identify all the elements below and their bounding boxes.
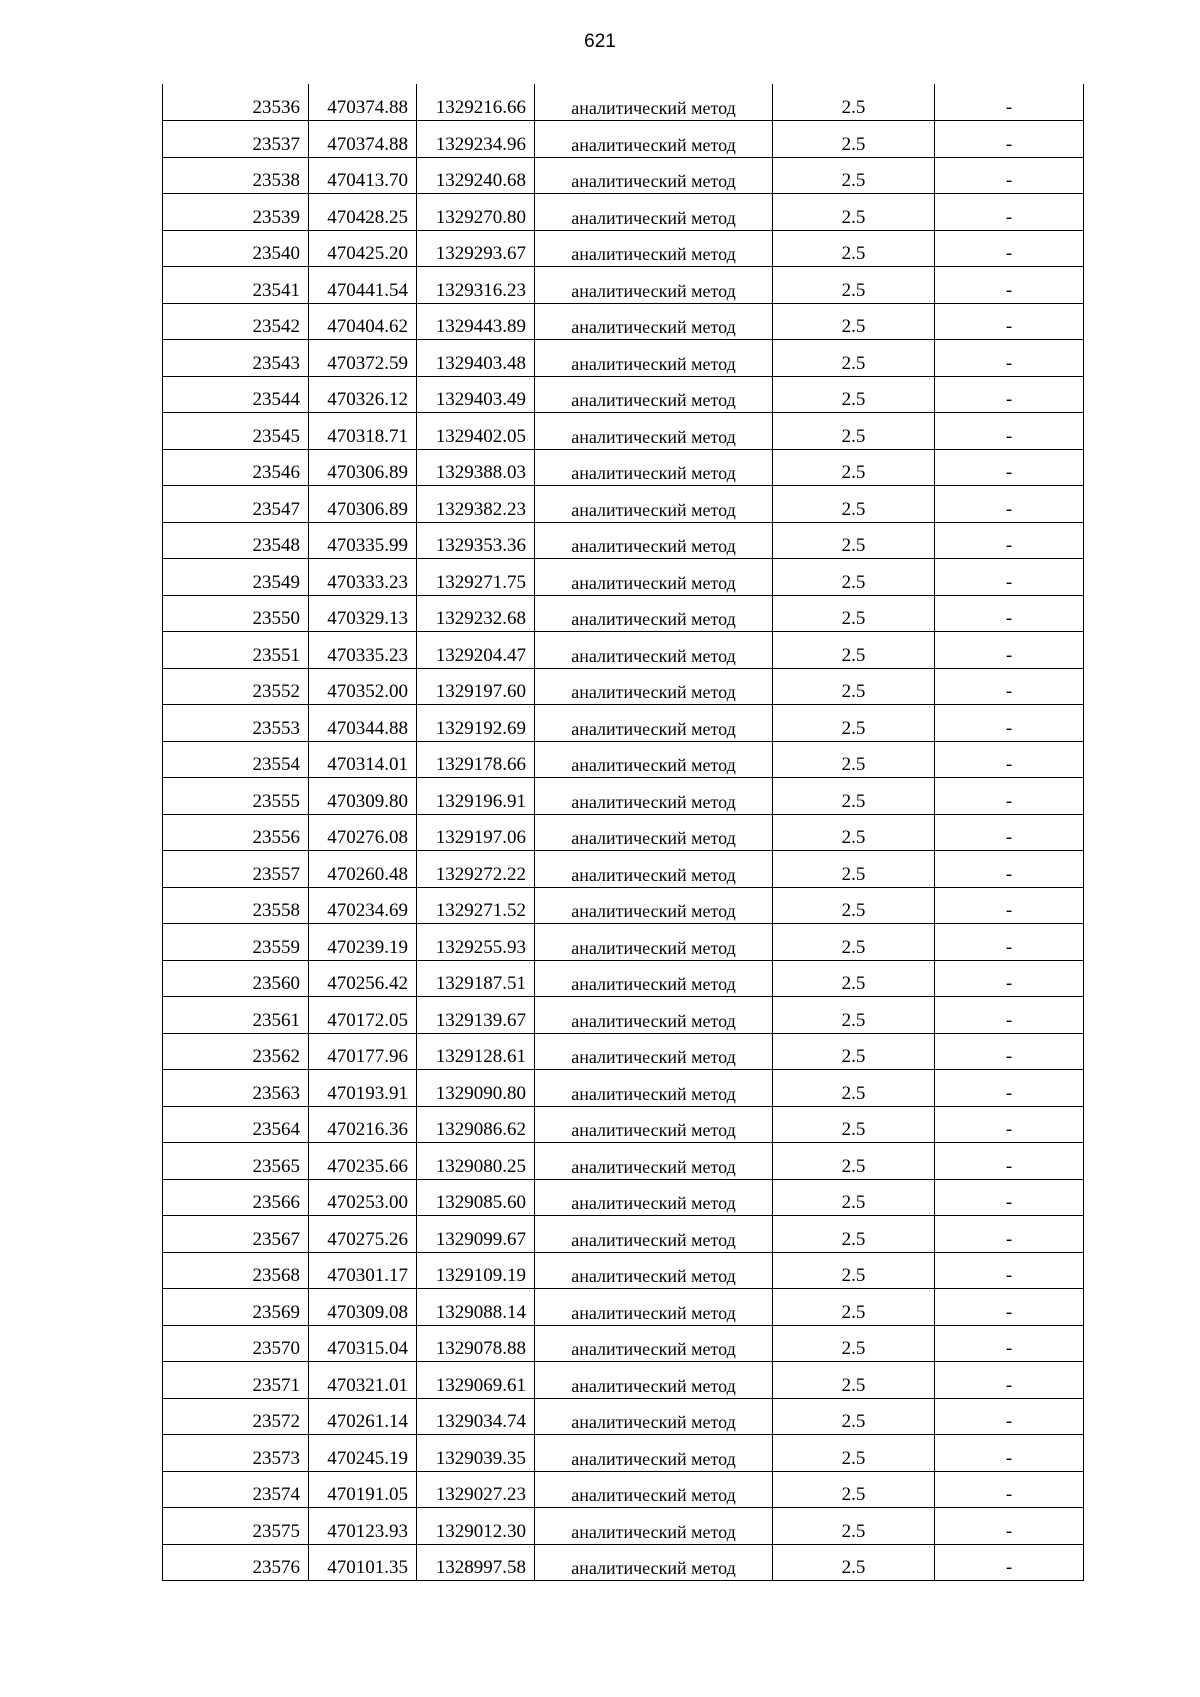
y-coordinate-cell: 1329403.49: [417, 376, 535, 413]
y-coordinate-cell: 1329403.48: [417, 340, 535, 377]
method-cell: аналитический метод: [535, 1289, 773, 1326]
y-coordinate-cell: 1329099.67: [417, 1216, 535, 1253]
accuracy-cell: 2.5: [773, 960, 935, 997]
method-cell: аналитический метод: [535, 121, 773, 158]
table-row: [163, 668, 1084, 705]
point-number-cell: 23561: [163, 997, 309, 1034]
y-coordinate-cell: 1329402.05: [417, 413, 535, 450]
x-coordinate-cell: 470309.80: [309, 778, 417, 815]
accuracy-cell: 2.5: [773, 741, 935, 778]
table-row: [163, 1508, 1084, 1545]
accuracy-cell: 2.5: [773, 1398, 935, 1435]
note-cell: -: [935, 1435, 1084, 1472]
method-cell: аналитический метод: [535, 84, 773, 121]
note-cell: -: [935, 595, 1084, 632]
table-row: [163, 851, 1084, 888]
x-coordinate-cell: 470374.88: [309, 84, 417, 121]
x-coordinate-cell: 470172.05: [309, 997, 417, 1034]
x-coordinate-cell: 470315.04: [309, 1325, 417, 1362]
method-cell: аналитический метод: [535, 1508, 773, 1545]
method-cell: аналитический метод: [535, 997, 773, 1034]
point-number-cell: 23574: [163, 1471, 309, 1508]
accuracy-cell: 2.5: [773, 632, 935, 669]
point-number-cell: 23540: [163, 230, 309, 267]
x-coordinate-cell: 470256.42: [309, 960, 417, 997]
accuracy-cell: 2.5: [773, 449, 935, 486]
table-row: [163, 230, 1084, 267]
table-row: [163, 814, 1084, 851]
method-cell: аналитический метод: [535, 1362, 773, 1399]
x-coordinate-cell: 470335.99: [309, 522, 417, 559]
note-cell: -: [935, 741, 1084, 778]
accuracy-cell: 2.5: [773, 924, 935, 961]
accuracy-cell: 2.5: [773, 1033, 935, 1070]
table-row: [163, 960, 1084, 997]
method-cell: аналитический метод: [535, 705, 773, 742]
note-cell: -: [935, 960, 1084, 997]
y-coordinate-cell: 1329388.03: [417, 449, 535, 486]
note-cell: -: [935, 413, 1084, 450]
x-coordinate-cell: 470404.62: [309, 303, 417, 340]
y-coordinate-cell: 1329196.91: [417, 778, 535, 815]
table-row: [163, 1325, 1084, 1362]
method-cell: аналитический метод: [535, 1544, 773, 1581]
accuracy-cell: 2.5: [773, 887, 935, 924]
method-cell: аналитический метод: [535, 1252, 773, 1289]
table-row: [163, 340, 1084, 377]
point-number-cell: 23537: [163, 121, 309, 158]
point-number-cell: 23554: [163, 741, 309, 778]
note-cell: -: [935, 851, 1084, 888]
coordinates-table-body: [163, 84, 1084, 1581]
table-row: [163, 1033, 1084, 1070]
point-number-cell: 23547: [163, 486, 309, 523]
x-coordinate-cell: 470275.26: [309, 1216, 417, 1253]
y-coordinate-cell: 1329353.36: [417, 522, 535, 559]
note-cell: -: [935, 997, 1084, 1034]
table-row: [163, 924, 1084, 961]
x-coordinate-cell: 470216.36: [309, 1106, 417, 1143]
point-number-cell: 23564: [163, 1106, 309, 1143]
point-number-cell: 23573: [163, 1435, 309, 1472]
accuracy-cell: 2.5: [773, 157, 935, 194]
table-row: [163, 1544, 1084, 1581]
note-cell: -: [935, 1106, 1084, 1143]
method-cell: аналитический метод: [535, 814, 773, 851]
point-number-cell: 23536: [163, 84, 309, 121]
note-cell: -: [935, 1070, 1084, 1107]
y-coordinate-cell: 1329272.22: [417, 851, 535, 888]
table-row: [163, 121, 1084, 158]
table-row: [163, 194, 1084, 231]
x-coordinate-cell: 470413.70: [309, 157, 417, 194]
y-coordinate-cell: 1329187.51: [417, 960, 535, 997]
note-cell: -: [935, 121, 1084, 158]
method-cell: аналитический метод: [535, 230, 773, 267]
x-coordinate-cell: 470177.96: [309, 1033, 417, 1070]
coordinates-table: [162, 84, 1084, 1581]
method-cell: аналитический метод: [535, 1033, 773, 1070]
x-coordinate-cell: 470261.14: [309, 1398, 417, 1435]
point-number-cell: 23550: [163, 595, 309, 632]
note-cell: -: [935, 887, 1084, 924]
table-row: [163, 778, 1084, 815]
method-cell: аналитический метод: [535, 851, 773, 888]
x-coordinate-cell: 470321.01: [309, 1362, 417, 1399]
accuracy-cell: 2.5: [773, 84, 935, 121]
x-coordinate-cell: 470425.20: [309, 230, 417, 267]
note-cell: -: [935, 486, 1084, 523]
point-number-cell: 23538: [163, 157, 309, 194]
note-cell: -: [935, 1508, 1084, 1545]
point-number-cell: 23553: [163, 705, 309, 742]
accuracy-cell: 2.5: [773, 1508, 935, 1545]
x-coordinate-cell: 470193.91: [309, 1070, 417, 1107]
table-row: [163, 1471, 1084, 1508]
method-cell: аналитический метод: [535, 1435, 773, 1472]
x-coordinate-cell: 470301.17: [309, 1252, 417, 1289]
accuracy-cell: 2.5: [773, 1289, 935, 1326]
note-cell: -: [935, 340, 1084, 377]
point-number-cell: 23575: [163, 1508, 309, 1545]
note-cell: -: [935, 778, 1084, 815]
x-coordinate-cell: 470234.69: [309, 887, 417, 924]
note-cell: -: [935, 157, 1084, 194]
y-coordinate-cell: 1329197.06: [417, 814, 535, 851]
y-coordinate-cell: 1329293.67: [417, 230, 535, 267]
note-cell: -: [935, 194, 1084, 231]
table-row: [163, 887, 1084, 924]
note-cell: -: [935, 376, 1084, 413]
note-cell: -: [935, 267, 1084, 304]
x-coordinate-cell: 470239.19: [309, 924, 417, 961]
y-coordinate-cell: 1329197.60: [417, 668, 535, 705]
method-cell: аналитический метод: [535, 887, 773, 924]
method-cell: аналитический метод: [535, 267, 773, 304]
accuracy-cell: 2.5: [773, 814, 935, 851]
table-row: [163, 157, 1084, 194]
note-cell: -: [935, 1362, 1084, 1399]
point-number-cell: 23569: [163, 1289, 309, 1326]
accuracy-cell: 2.5: [773, 522, 935, 559]
method-cell: аналитический метод: [535, 741, 773, 778]
y-coordinate-cell: 1329109.19: [417, 1252, 535, 1289]
accuracy-cell: 2.5: [773, 851, 935, 888]
y-coordinate-cell: 1329069.61: [417, 1362, 535, 1399]
x-coordinate-cell: 470344.88: [309, 705, 417, 742]
accuracy-cell: 2.5: [773, 1362, 935, 1399]
y-coordinate-cell: 1329443.89: [417, 303, 535, 340]
x-coordinate-cell: 470372.59: [309, 340, 417, 377]
note-cell: -: [935, 559, 1084, 596]
point-number-cell: 23555: [163, 778, 309, 815]
method-cell: аналитический метод: [535, 1216, 773, 1253]
x-coordinate-cell: 470235.66: [309, 1143, 417, 1180]
point-number-cell: 23570: [163, 1325, 309, 1362]
accuracy-cell: 2.5: [773, 1143, 935, 1180]
y-coordinate-cell: 1329027.23: [417, 1471, 535, 1508]
table-row: [163, 741, 1084, 778]
y-coordinate-cell: 1329271.75: [417, 559, 535, 596]
note-cell: -: [935, 84, 1084, 121]
accuracy-cell: 2.5: [773, 1325, 935, 1362]
method-cell: аналитический метод: [535, 340, 773, 377]
table-row: [163, 1435, 1084, 1472]
accuracy-cell: 2.5: [773, 1471, 935, 1508]
accuracy-cell: 2.5: [773, 1252, 935, 1289]
point-number-cell: 23568: [163, 1252, 309, 1289]
y-coordinate-cell: 1329039.35: [417, 1435, 535, 1472]
x-coordinate-cell: 470123.93: [309, 1508, 417, 1545]
point-number-cell: 23557: [163, 851, 309, 888]
accuracy-cell: 2.5: [773, 340, 935, 377]
point-number-cell: 23565: [163, 1143, 309, 1180]
method-cell: аналитический метод: [535, 413, 773, 450]
note-cell: -: [935, 1143, 1084, 1180]
point-number-cell: 23571: [163, 1362, 309, 1399]
note-cell: -: [935, 230, 1084, 267]
y-coordinate-cell: 1329178.66: [417, 741, 535, 778]
method-cell: аналитический метод: [535, 194, 773, 231]
y-coordinate-cell: 1329382.23: [417, 486, 535, 523]
accuracy-cell: 2.5: [773, 486, 935, 523]
method-cell: аналитический метод: [535, 632, 773, 669]
y-coordinate-cell: 1329270.80: [417, 194, 535, 231]
y-coordinate-cell: 1329078.88: [417, 1325, 535, 1362]
y-coordinate-cell: 1329128.61: [417, 1033, 535, 1070]
y-coordinate-cell: 1329316.23: [417, 267, 535, 304]
table-row: [163, 522, 1084, 559]
point-number-cell: 23566: [163, 1179, 309, 1216]
note-cell: -: [935, 1325, 1084, 1362]
x-coordinate-cell: 470276.08: [309, 814, 417, 851]
note-cell: -: [935, 924, 1084, 961]
table-row: [163, 1252, 1084, 1289]
accuracy-cell: 2.5: [773, 1216, 935, 1253]
note-cell: -: [935, 632, 1084, 669]
table-row: [163, 997, 1084, 1034]
note-cell: -: [935, 1544, 1084, 1581]
method-cell: аналитический метод: [535, 960, 773, 997]
y-coordinate-cell: 1329271.52: [417, 887, 535, 924]
point-number-cell: 23551: [163, 632, 309, 669]
point-number-cell: 23541: [163, 267, 309, 304]
y-coordinate-cell: 1329086.62: [417, 1106, 535, 1143]
point-number-cell: 23546: [163, 449, 309, 486]
accuracy-cell: 2.5: [773, 705, 935, 742]
note-cell: -: [935, 1398, 1084, 1435]
x-coordinate-cell: 470191.05: [309, 1471, 417, 1508]
method-cell: аналитический метод: [535, 1325, 773, 1362]
method-cell: аналитический метод: [535, 376, 773, 413]
accuracy-cell: 2.5: [773, 413, 935, 450]
table-row: [163, 413, 1084, 450]
note-cell: -: [935, 668, 1084, 705]
x-coordinate-cell: 470329.13: [309, 595, 417, 632]
table-row: [163, 1362, 1084, 1399]
x-coordinate-cell: 470253.00: [309, 1179, 417, 1216]
point-number-cell: 23556: [163, 814, 309, 851]
method-cell: аналитический метод: [535, 1070, 773, 1107]
method-cell: аналитический метод: [535, 1106, 773, 1143]
method-cell: аналитический метод: [535, 1179, 773, 1216]
point-number-cell: 23549: [163, 559, 309, 596]
x-coordinate-cell: 470101.35: [309, 1544, 417, 1581]
method-cell: аналитический метод: [535, 1143, 773, 1180]
method-cell: аналитический метод: [535, 303, 773, 340]
x-coordinate-cell: 470306.89: [309, 486, 417, 523]
method-cell: аналитический метод: [535, 157, 773, 194]
x-coordinate-cell: 470260.48: [309, 851, 417, 888]
y-coordinate-cell: 1329090.80: [417, 1070, 535, 1107]
note-cell: -: [935, 705, 1084, 742]
accuracy-cell: 2.5: [773, 230, 935, 267]
accuracy-cell: 2.5: [773, 1070, 935, 1107]
note-cell: -: [935, 1179, 1084, 1216]
point-number-cell: 23572: [163, 1398, 309, 1435]
x-coordinate-cell: 470318.71: [309, 413, 417, 450]
table-row: [163, 303, 1084, 340]
x-coordinate-cell: 470441.54: [309, 267, 417, 304]
table-row: [163, 1070, 1084, 1107]
point-number-cell: 23542: [163, 303, 309, 340]
point-number-cell: 23548: [163, 522, 309, 559]
point-number-cell: 23543: [163, 340, 309, 377]
page-number: 621: [584, 31, 616, 52]
table-row: [163, 1398, 1084, 1435]
y-coordinate-cell: 1329216.66: [417, 84, 535, 121]
accuracy-cell: 2.5: [773, 668, 935, 705]
x-coordinate-cell: 470245.19: [309, 1435, 417, 1472]
x-coordinate-cell: 470335.23: [309, 632, 417, 669]
method-cell: аналитический метод: [535, 522, 773, 559]
accuracy-cell: 2.5: [773, 559, 935, 596]
x-coordinate-cell: 470352.00: [309, 668, 417, 705]
point-number-cell: 23567: [163, 1216, 309, 1253]
y-coordinate-cell: 1329204.47: [417, 632, 535, 669]
method-cell: аналитический метод: [535, 449, 773, 486]
point-number-cell: 23559: [163, 924, 309, 961]
method-cell: аналитический метод: [535, 924, 773, 961]
point-number-cell: 23552: [163, 668, 309, 705]
point-number-cell: 23563: [163, 1070, 309, 1107]
y-coordinate-cell: 1329255.93: [417, 924, 535, 961]
point-number-cell: 23560: [163, 960, 309, 997]
method-cell: аналитический метод: [535, 778, 773, 815]
note-cell: -: [935, 1471, 1084, 1508]
y-coordinate-cell: 1329034.74: [417, 1398, 535, 1435]
table-row: [163, 486, 1084, 523]
accuracy-cell: 2.5: [773, 1106, 935, 1143]
note-cell: -: [935, 449, 1084, 486]
x-coordinate-cell: 470374.88: [309, 121, 417, 158]
table-row: [163, 1289, 1084, 1326]
note-cell: -: [935, 1289, 1084, 1326]
y-coordinate-cell: 1328997.58: [417, 1544, 535, 1581]
table-row: [163, 1143, 1084, 1180]
y-coordinate-cell: 1329234.96: [417, 121, 535, 158]
point-number-cell: 23544: [163, 376, 309, 413]
x-coordinate-cell: 470314.01: [309, 741, 417, 778]
y-coordinate-cell: 1329139.67: [417, 997, 535, 1034]
note-cell: -: [935, 814, 1084, 851]
x-coordinate-cell: 470306.89: [309, 449, 417, 486]
y-coordinate-cell: 1329088.14: [417, 1289, 535, 1326]
accuracy-cell: 2.5: [773, 121, 935, 158]
accuracy-cell: 2.5: [773, 997, 935, 1034]
method-cell: аналитический метод: [535, 559, 773, 596]
x-coordinate-cell: 470326.12: [309, 376, 417, 413]
table-row: [163, 632, 1084, 669]
table-row: [163, 1106, 1084, 1143]
table-row: [163, 1179, 1084, 1216]
point-number-cell: 23576: [163, 1544, 309, 1581]
table-row: [163, 595, 1084, 632]
table-row: [163, 449, 1084, 486]
note-cell: -: [935, 1216, 1084, 1253]
table-row: [163, 84, 1084, 121]
note-cell: -: [935, 522, 1084, 559]
table-row: [163, 705, 1084, 742]
accuracy-cell: 2.5: [773, 376, 935, 413]
accuracy-cell: 2.5: [773, 778, 935, 815]
table-row: [163, 376, 1084, 413]
method-cell: аналитический метод: [535, 486, 773, 523]
point-number-cell: 23562: [163, 1033, 309, 1070]
x-coordinate-cell: 470333.23: [309, 559, 417, 596]
x-coordinate-cell: 470428.25: [309, 194, 417, 231]
y-coordinate-cell: 1329085.60: [417, 1179, 535, 1216]
accuracy-cell: 2.5: [773, 1544, 935, 1581]
y-coordinate-cell: 1329080.25: [417, 1143, 535, 1180]
y-coordinate-cell: 1329012.30: [417, 1508, 535, 1545]
accuracy-cell: 2.5: [773, 595, 935, 632]
accuracy-cell: 2.5: [773, 1179, 935, 1216]
table-row: [163, 559, 1084, 596]
y-coordinate-cell: 1329232.68: [417, 595, 535, 632]
accuracy-cell: 2.5: [773, 303, 935, 340]
accuracy-cell: 2.5: [773, 194, 935, 231]
point-number-cell: 23558: [163, 887, 309, 924]
point-number-cell: 23545: [163, 413, 309, 450]
method-cell: аналитический метод: [535, 1471, 773, 1508]
table-row: [163, 1216, 1084, 1253]
method-cell: аналитический метод: [535, 595, 773, 632]
x-coordinate-cell: 470309.08: [309, 1289, 417, 1326]
point-number-cell: 23539: [163, 194, 309, 231]
note-cell: -: [935, 1252, 1084, 1289]
table-row: [163, 267, 1084, 304]
accuracy-cell: 2.5: [773, 1435, 935, 1472]
y-coordinate-cell: 1329240.68: [417, 157, 535, 194]
note-cell: -: [935, 1033, 1084, 1070]
y-coordinate-cell: 1329192.69: [417, 705, 535, 742]
accuracy-cell: 2.5: [773, 267, 935, 304]
method-cell: аналитический метод: [535, 1398, 773, 1435]
method-cell: аналитический метод: [535, 668, 773, 705]
note-cell: -: [935, 303, 1084, 340]
